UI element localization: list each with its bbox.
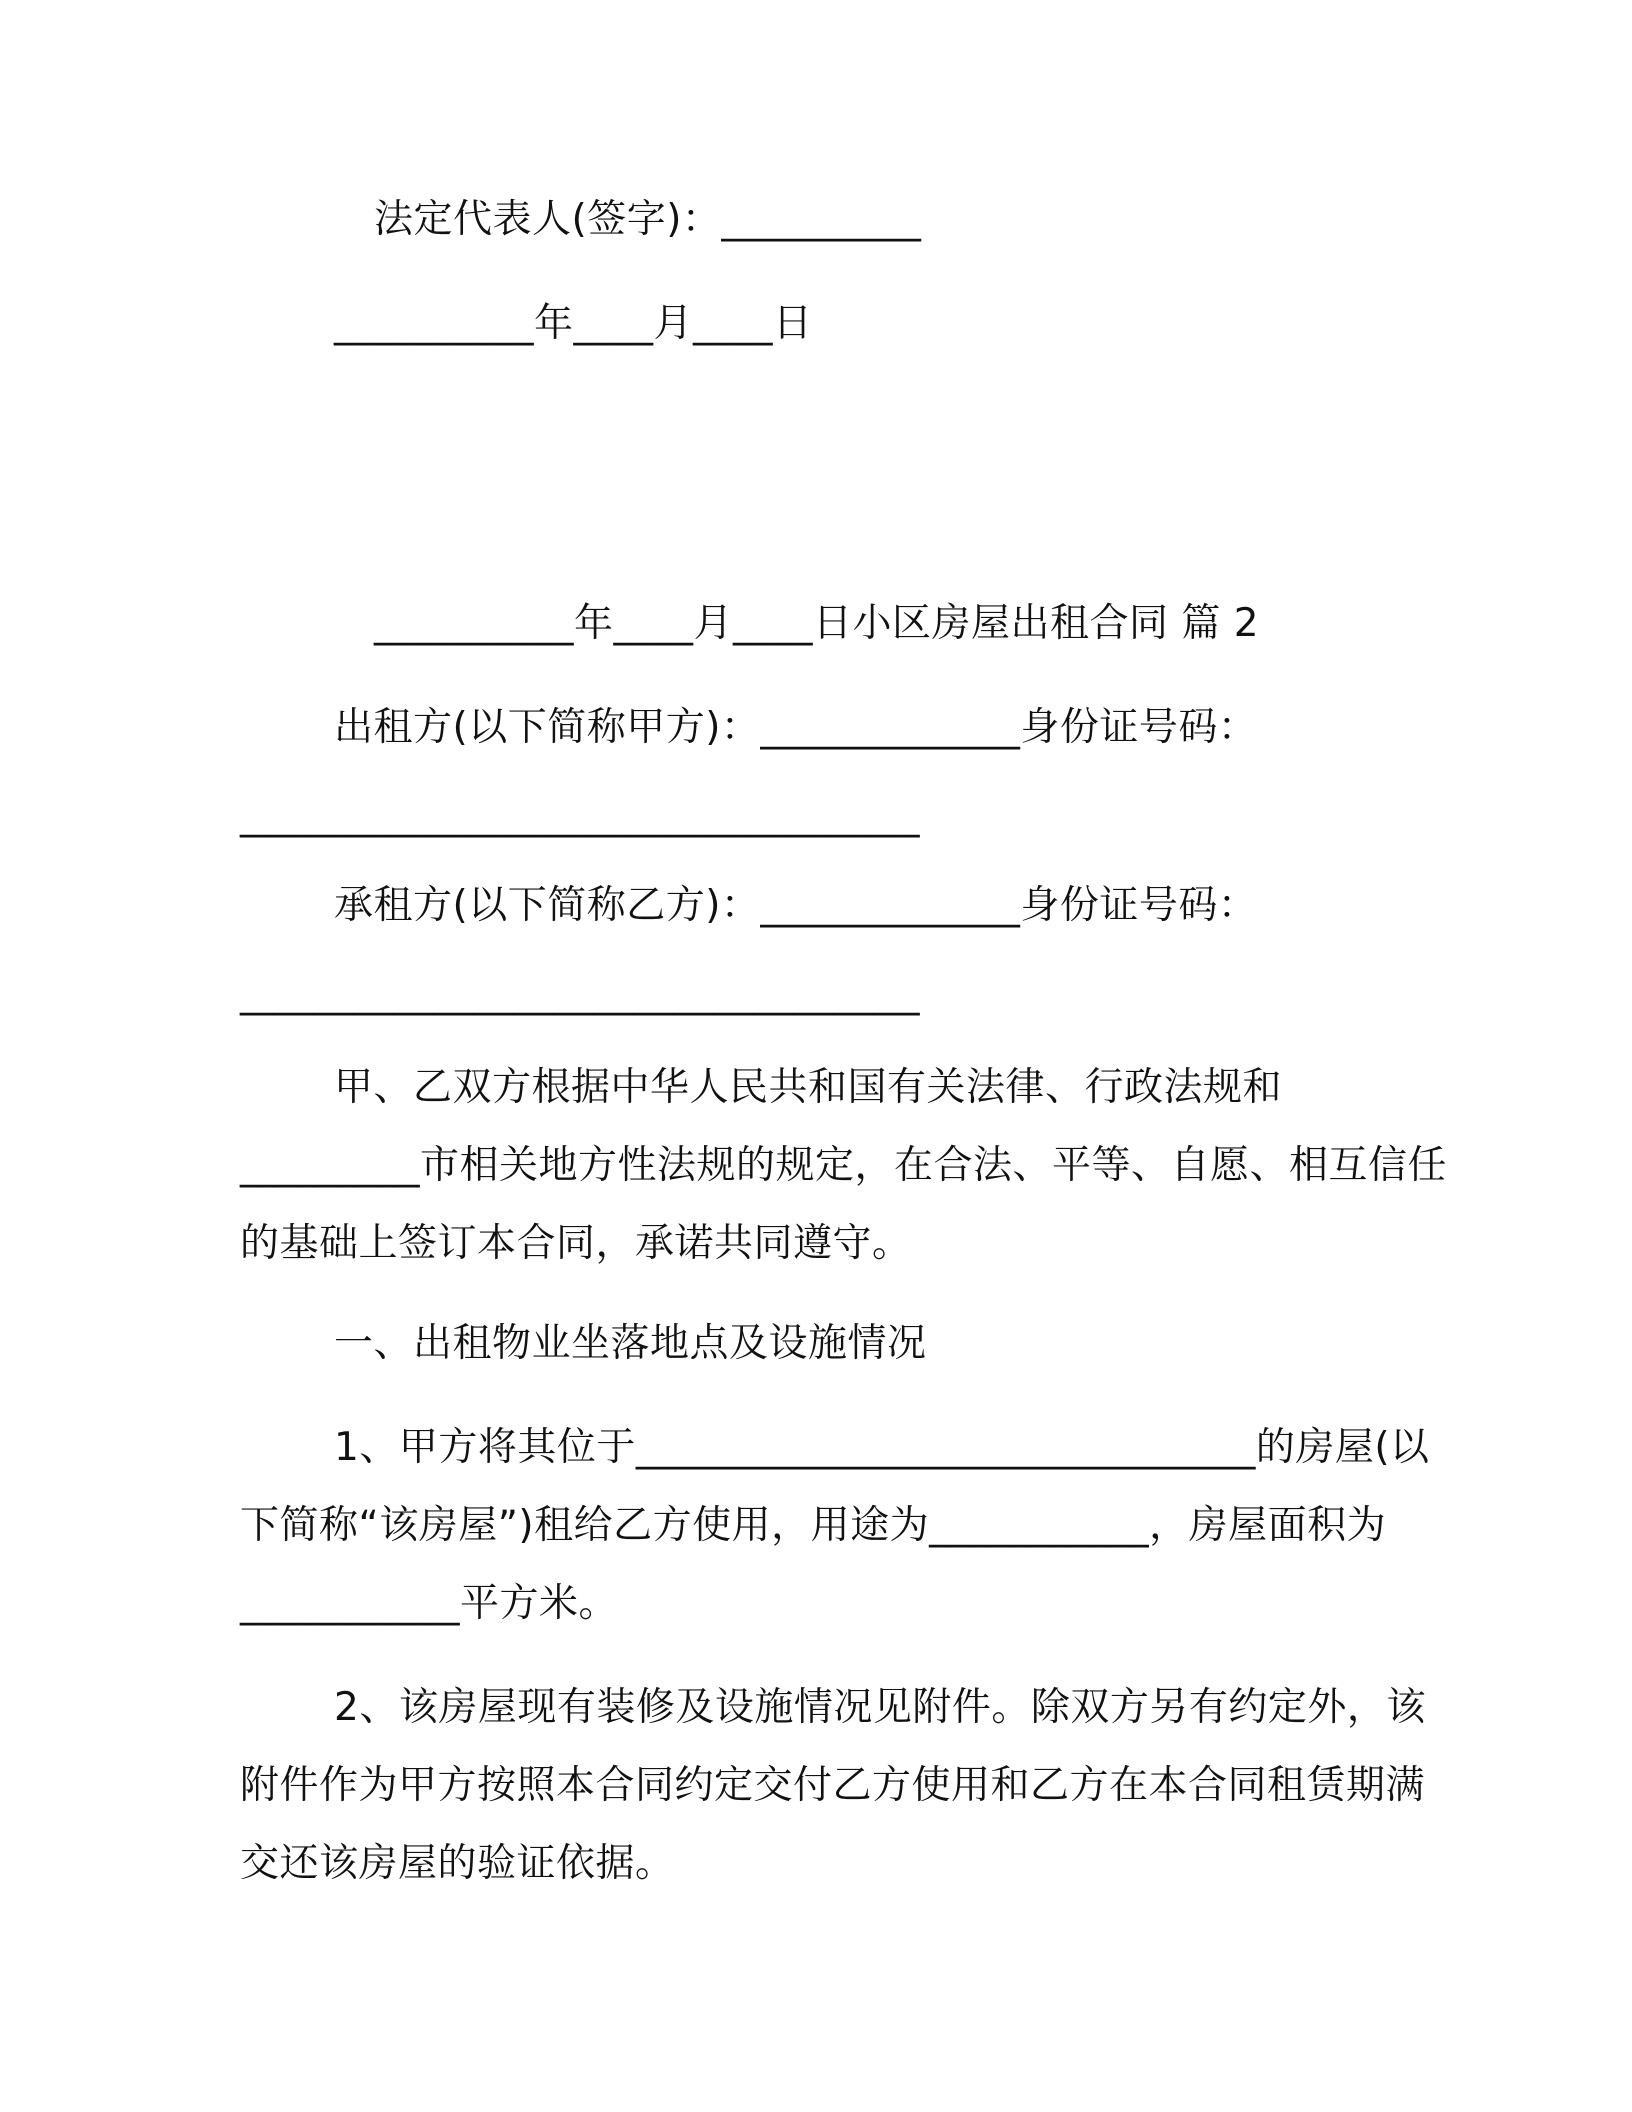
signature-date-line: __________年____月____日 bbox=[334, 301, 813, 346]
preamble-line-3: 的基础上签订本合同，承诺共同遵守。 bbox=[240, 1221, 912, 1266]
lessee-id-blank: __________________________________ bbox=[240, 971, 920, 1016]
section-1-heading: 一、出租物业坐落地点及设施情况 bbox=[334, 1321, 927, 1366]
preamble-line-2: _________市相关地方性法规的规定，在合法、平等、自愿、相互信任 bbox=[240, 1143, 1448, 1188]
clause-2-line-2: 附件作为甲方按照本合同约定交付乙方使用和乙方在本合同租赁期满 bbox=[240, 1763, 1426, 1808]
preamble-line-1: 甲、乙双方根据中华人民共和国有关法律、行政法规和 bbox=[334, 1065, 1283, 1110]
lessor-line: 出租方(以下简称甲方)：_____________身份证号码： bbox=[334, 705, 1258, 750]
clause-1-line-2: 下简称“该房屋”)租给乙方使用，用途为___________，房屋面积为 bbox=[240, 1503, 1387, 1548]
lessee-line: 承租方(以下简称乙方)：_____________身份证号码： bbox=[334, 883, 1258, 928]
clause-2-line-1: 2、该房屋现有装修及设施情况见附件。除双方另有约定外，该 bbox=[334, 1685, 1426, 1730]
clause-1-line-1: 1、甲方将其位于_______________________________的房屋(以 bbox=[334, 1425, 1430, 1470]
lessor-id-blank: __________________________________ bbox=[240, 793, 920, 838]
clause-1-line-3: ___________平方米。 bbox=[240, 1581, 619, 1626]
legal-representative-signature-line: 法定代表人(签字)：__________ bbox=[374, 197, 922, 242]
clause-2-line-3: 交还该房屋的验证依据。 bbox=[240, 1841, 675, 1886]
contract-title: __________年____月____日小区房屋出租合同 篇 2 bbox=[374, 601, 1260, 646]
